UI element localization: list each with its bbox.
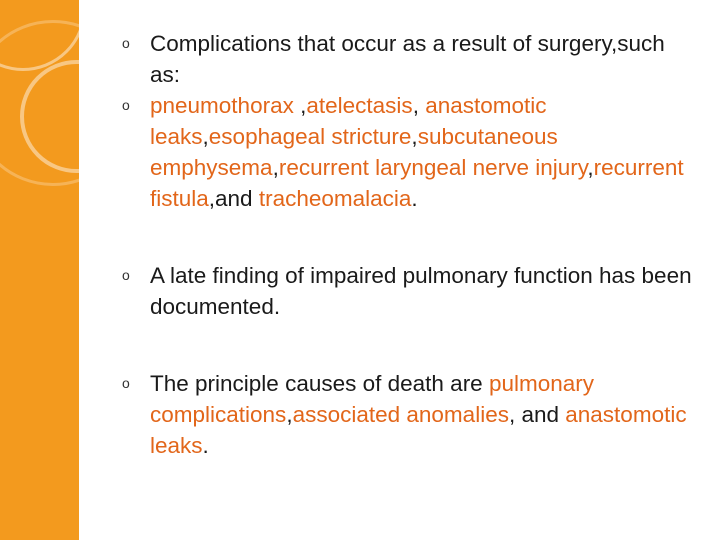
item-text: , bbox=[272, 155, 279, 180]
bullet-marker-icon: o bbox=[122, 97, 130, 113]
highlighted-term: pulmonary complications bbox=[150, 371, 595, 427]
item-text: A late finding of impaired pulmonary function has been documented. bbox=[150, 263, 692, 319]
highlighted-term: atelectasis bbox=[306, 93, 413, 118]
bullet-list bbox=[120, 28, 700, 461]
item-text: , bbox=[411, 124, 418, 149]
highlighted-term: pneumothorax bbox=[150, 93, 294, 118]
highlighted-term: associated anomalies bbox=[292, 402, 509, 427]
item-text: . bbox=[202, 433, 209, 458]
item-text: , bbox=[286, 402, 293, 427]
highlighted-term: subcutaneous emphysema bbox=[150, 124, 558, 180]
bullet-item bbox=[120, 28, 700, 90]
highlighted-term: tracheomalacia bbox=[258, 186, 412, 211]
item-spacer bbox=[120, 322, 700, 368]
bullet-marker-icon: o bbox=[122, 375, 130, 391]
highlighted-term: recurrent fistula bbox=[150, 155, 684, 211]
bullet-item bbox=[120, 368, 700, 461]
item-text: , bbox=[412, 93, 426, 118]
highlighted-term: anastomotic leaks bbox=[150, 93, 547, 149]
highlighted-term: esophageal stricture bbox=[208, 124, 412, 149]
bullet-item bbox=[120, 260, 700, 322]
item-text: The principle causes of death are bbox=[150, 371, 489, 396]
highlighted-term: anastomotic leaks bbox=[150, 402, 687, 458]
item-text: ,and bbox=[208, 186, 259, 211]
item-text: Complications that occur as a result of surgery,such as: bbox=[150, 31, 665, 87]
bullet-marker-icon: o bbox=[122, 267, 130, 283]
item-text: . bbox=[411, 186, 418, 211]
item-text: , bbox=[587, 155, 594, 180]
item-text: , bbox=[293, 93, 307, 118]
item-text: , and bbox=[508, 402, 566, 427]
highlighted-term: recurrent laryngeal nerve injury bbox=[278, 155, 588, 180]
item-spacer bbox=[120, 214, 700, 260]
bullet-item bbox=[120, 90, 700, 214]
item-text: , bbox=[202, 124, 209, 149]
bullet-marker-icon: o bbox=[122, 35, 130, 51]
side-decoration-band bbox=[0, 0, 79, 540]
